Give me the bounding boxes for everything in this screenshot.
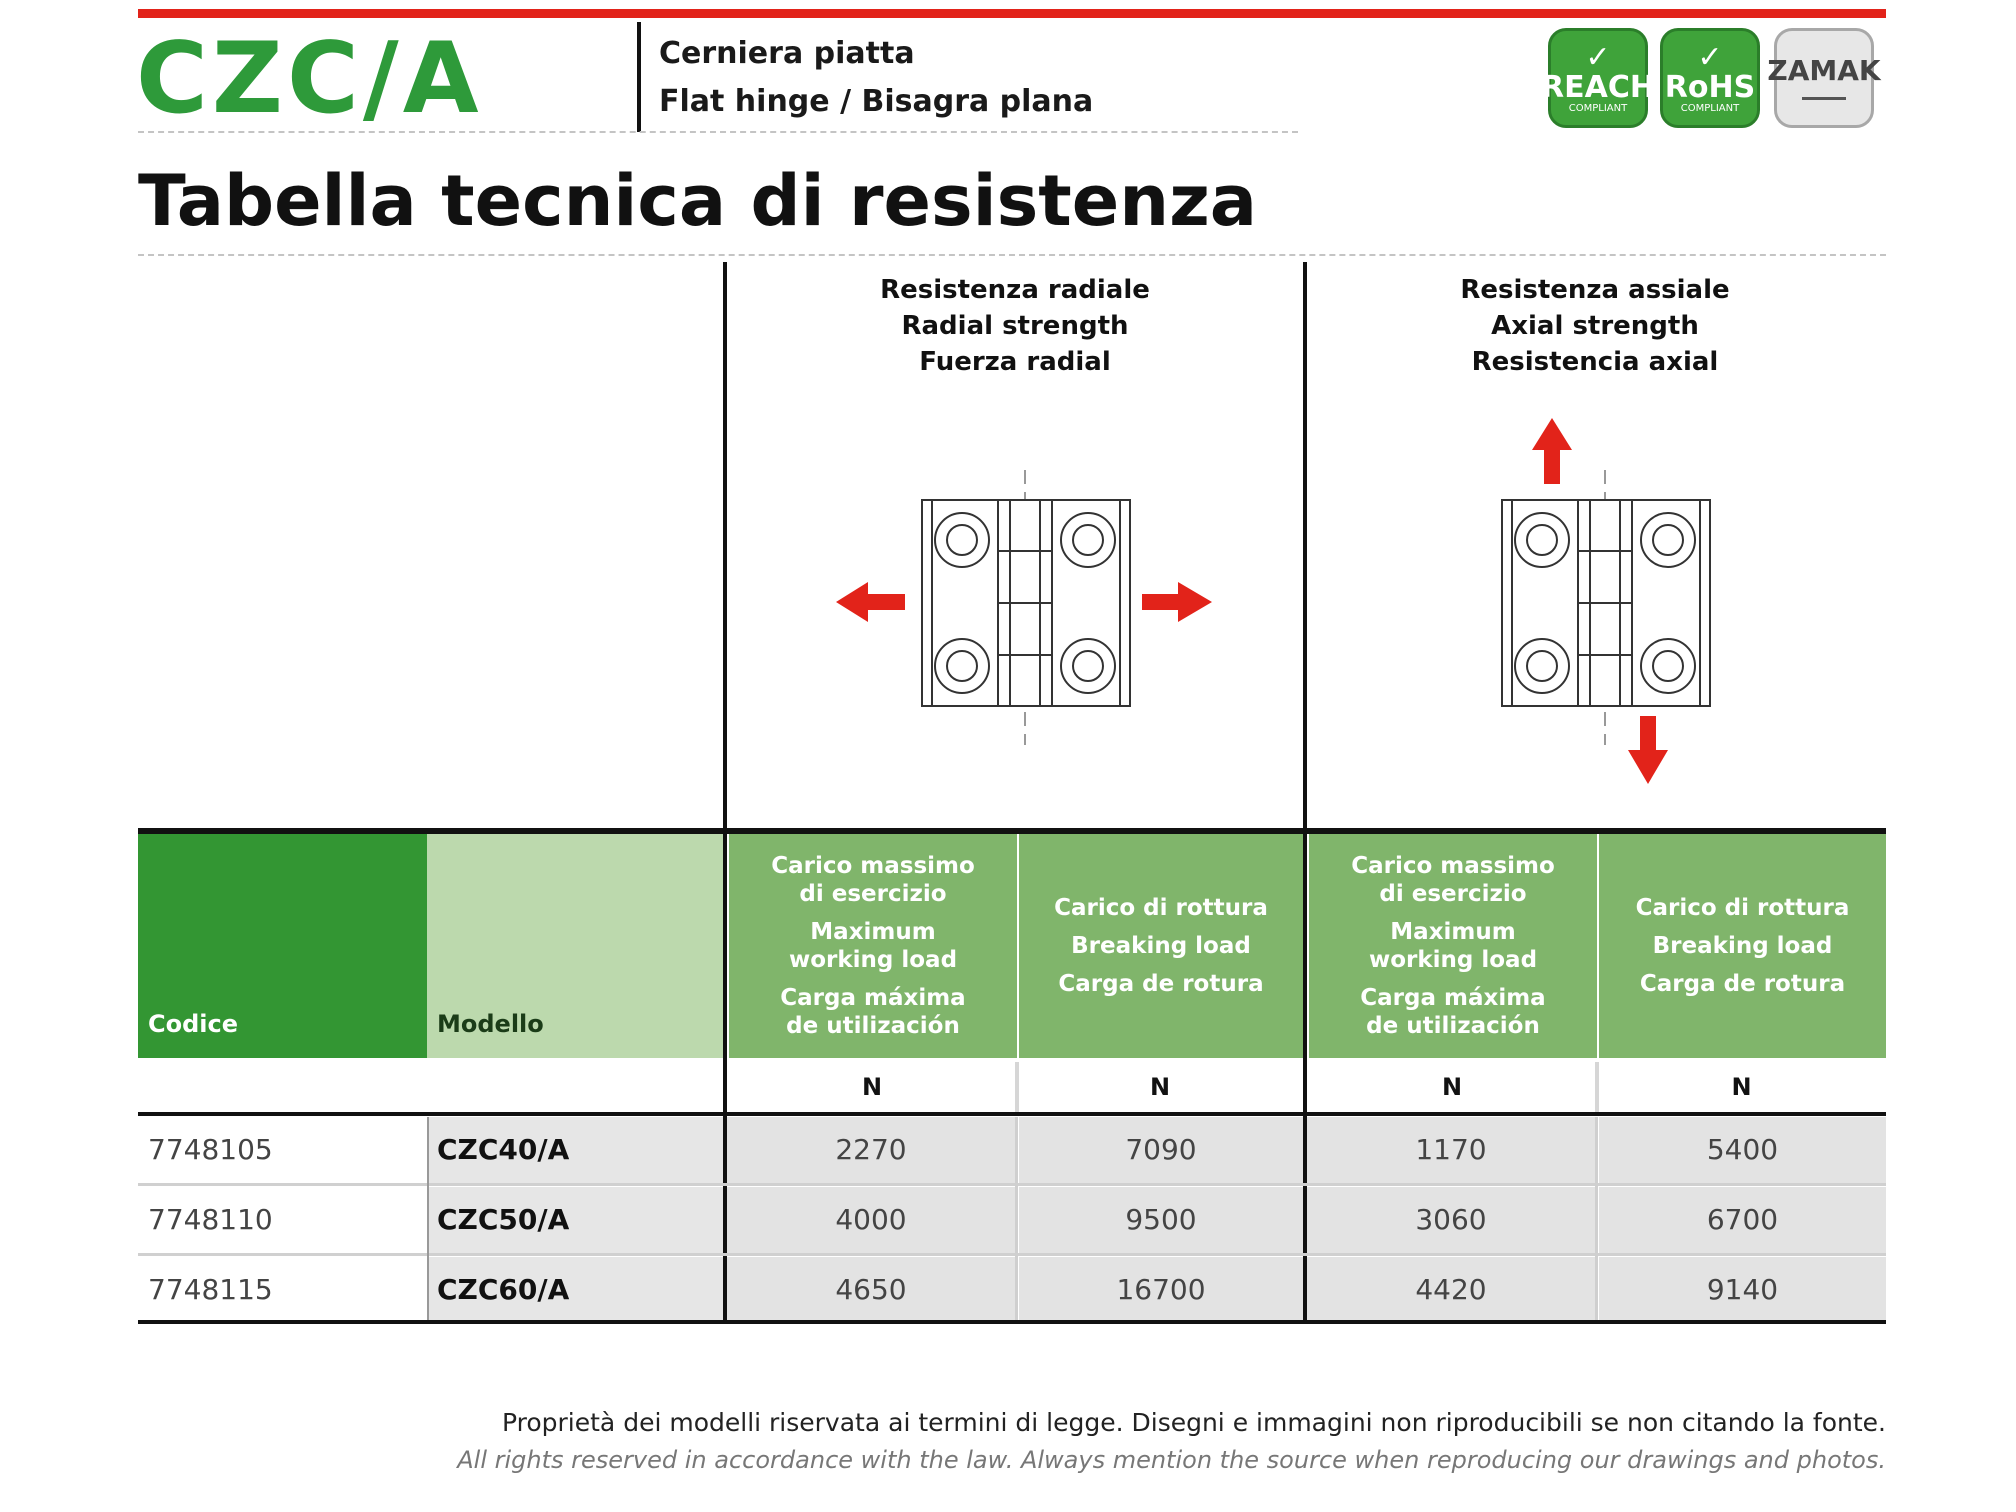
working-load-it-line2: di esercizio: [799, 881, 947, 907]
cell-radial-breaking: 9500: [1019, 1187, 1303, 1253]
column-separator: [1595, 1117, 1598, 1320]
table-bottom-border: [138, 1320, 1886, 1324]
radial-title-it: Resistenza radiale: [880, 275, 1150, 305]
column-header-axial-working-load: [1307, 834, 1597, 1058]
footer-copyright-english: All rights reserved in accordance with the law. Always mention the source when reproducing our drawings and photos.: [457, 1446, 1886, 1474]
subtitle-italian: Cerniera piatta: [659, 36, 915, 71]
hinge-diagrams: [730, 400, 1880, 800]
check-icon: ✓: [1585, 39, 1611, 75]
cell-model: CZC40/A: [427, 1117, 723, 1183]
working-load-en-line1: Maximum: [1390, 919, 1516, 945]
page-title: Tabella tecnica di resistenza: [138, 160, 1258, 242]
radial-strength-title: [735, 272, 1295, 380]
breaking-load-en: Breaking load: [1071, 933, 1251, 959]
arrow-right-icon: [1142, 582, 1212, 622]
cell-radial-working: 4000: [727, 1187, 1015, 1253]
reach-badge-label: REACH: [1541, 69, 1655, 105]
working-load-es-line2: de utilización: [786, 1013, 960, 1039]
column-header-radial-breaking-load: [1017, 834, 1303, 1058]
zamak-badge: [1767, 28, 1881, 128]
radial-title-es: Fuerza radial: [919, 347, 1111, 377]
rohs-badge-small: COMPLIANT: [1680, 102, 1740, 114]
column-header-code: [138, 834, 427, 1058]
column-separator: [427, 1117, 429, 1320]
reach-badge: [1541, 28, 1655, 128]
column-header-radial-working-load: [727, 834, 1017, 1058]
cell-axial-working: 1170: [1307, 1117, 1595, 1183]
axial-hinge-drawing: [1502, 470, 1710, 745]
table-header-bottom-border: [138, 1112, 1886, 1116]
radial-hinge-drawing: [922, 470, 1130, 745]
working-load-es-line1: Carga máxima: [1360, 985, 1546, 1011]
subtitle-translations: Flat hinge / Bisagra plana: [659, 84, 1094, 119]
axial-title-es: Resistencia axial: [1471, 347, 1719, 377]
cell-radial-breaking: 7090: [1019, 1117, 1303, 1183]
column-header-code-label: Codice: [148, 1010, 239, 1038]
breaking-load-it: Carico di rottura: [1054, 895, 1268, 921]
axial-title-it: Resistenza assiale: [1460, 275, 1730, 305]
working-load-en-line2: working load: [788, 947, 958, 973]
column-header-axial-breaking-load: [1597, 834, 1886, 1058]
axial-title-en: Axial strength: [1491, 311, 1699, 341]
arrow-up-icon: [1532, 418, 1572, 484]
header-divider: [637, 22, 641, 132]
table-row: [138, 1187, 1886, 1253]
product-code: CZC/A: [136, 22, 483, 136]
working-load-it-line1: Carico massimo: [1351, 853, 1555, 879]
working-load-es-line1: Carga máxima: [780, 985, 966, 1011]
working-load-en-line2: working load: [1368, 947, 1538, 973]
rohs-badge: [1660, 28, 1760, 128]
cell-axial-breaking: 6700: [1599, 1187, 1886, 1253]
cell-radial-working: 2270: [727, 1117, 1015, 1183]
cell-axial-breaking: 9140: [1599, 1257, 1886, 1323]
unit-label: N: [1441, 1073, 1463, 1101]
cell-model: CZC60/A: [427, 1257, 723, 1323]
axial-strength-title: [1315, 272, 1875, 380]
top-accent-bar: [138, 9, 1886, 18]
working-load-it-line1: Carico massimo: [771, 853, 975, 879]
working-load-it-line2: di esercizio: [1379, 881, 1527, 907]
cell-radial-working: 4650: [727, 1257, 1015, 1323]
breaking-load-it: Carico di rottura: [1635, 895, 1850, 921]
column-separator: [1015, 1117, 1018, 1320]
table-row: [138, 1117, 1886, 1183]
cell-model: CZC50/A: [427, 1187, 723, 1253]
cell-code: 7748110: [138, 1187, 427, 1253]
cell-axial-working: 3060: [1307, 1187, 1595, 1253]
arrow-left-icon: [836, 582, 905, 622]
arrow-down-icon: [1628, 716, 1668, 784]
header-dashed-divider: [138, 131, 1298, 133]
row-divider: [138, 1253, 1886, 1256]
cell-axial-working: 4420: [1307, 1257, 1595, 1323]
row-divider: [138, 1183, 1886, 1186]
reach-badge-small: COMPLIANT: [1568, 102, 1628, 114]
breaking-load-es: Carga de rotura: [1639, 971, 1846, 997]
working-load-es-line2: de utilización: [1366, 1013, 1540, 1039]
cell-code: 7748115: [138, 1257, 427, 1323]
check-icon: ✓: [1697, 39, 1723, 75]
zamak-badge-label: ZAMAK: [1767, 53, 1881, 87]
radial-title-en: Radial strength: [901, 311, 1129, 341]
working-load-en-line1: Maximum: [810, 919, 936, 945]
unit-label: N: [1149, 1073, 1171, 1101]
footer-copyright-italian: Proprietà dei modelli riservata ai termini di legge. Disegni e immagini non riproducibili se non citando la fonte.: [502, 1408, 1886, 1437]
zamak-underline: [1802, 97, 1846, 100]
column-header-model: [427, 834, 723, 1058]
column-header-model-label: Modello: [437, 1010, 544, 1038]
table-row: [138, 1257, 1886, 1323]
rohs-badge-label: RoHS: [1664, 69, 1756, 105]
cell-code: 7748105: [138, 1117, 427, 1183]
breaking-load-en: Breaking load: [1652, 933, 1833, 959]
breaking-load-es: Carga de rotura: [1058, 971, 1264, 997]
cell-axial-breaking: 5400: [1599, 1117, 1886, 1183]
title-dashed-divider: [138, 254, 1886, 256]
cell-radial-breaking: 16700: [1019, 1257, 1303, 1323]
unit-label: N: [1731, 1073, 1752, 1101]
unit-label: N: [861, 1073, 883, 1101]
